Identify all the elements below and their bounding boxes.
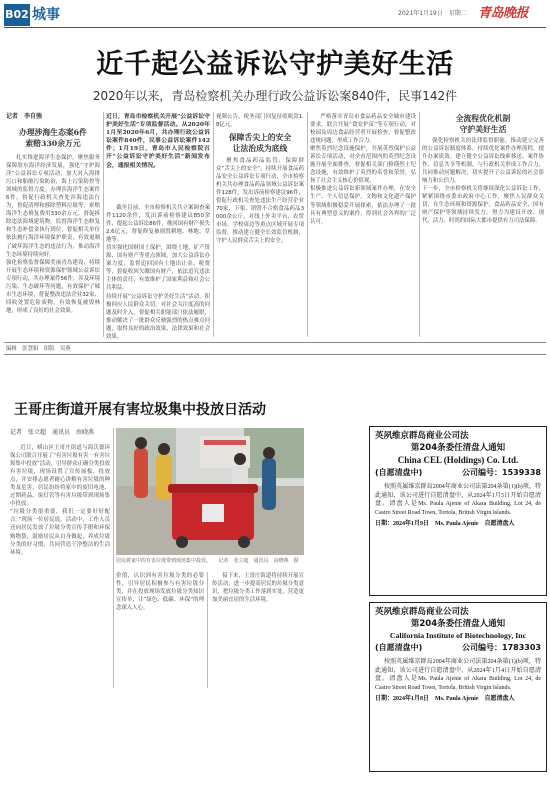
notice-company-cn: 英夙维京群岛商业公司法 bbox=[375, 431, 469, 441]
photo-illustration bbox=[116, 428, 304, 555]
news2-col4: 接下来，王哥庄街道将持续开展宣传活动，进一步提高居民的垃圾分类意识，把垃圾分类工作落到实处，营造更加美丽宜居的生活环境。 bbox=[212, 573, 304, 604]
issue-date: 2021年1月19日 星期二 bbox=[398, 10, 467, 17]
notice-date: 日期：2024年1月8日 Ms. Paula Ajenie 自愿清盘人 bbox=[375, 696, 515, 703]
notice-body: 按照英属维京群岛2004年商业公司法第204条第(1)(b)项，特此通知，该公司进行自愿清盘中，从2024年1月5日开始自愿清盘。清盘人是Ms. Paula Ajenie of Akara Building, Lot 24, de Castro Street Road Town, Tortola, British Virgin Islands. bbox=[375, 484, 541, 516]
photo-caption: 居民将家中的有害垃圾带到现场集中投放。 记者 张立超 通讯员 由晓燕 摄 bbox=[116, 558, 299, 564]
column-rule bbox=[307, 112, 308, 337]
notice-2 bbox=[369, 602, 547, 772]
section-name: 城事 bbox=[32, 7, 60, 23]
news2-col3: 价值，认识到有害垃圾分类的必要性，引导居民积极参与有害垃圾分类，并在投放现场发放垃圾分类知识宣传单，让“绿色、低碳、环保”的理念深入人心。 bbox=[116, 573, 204, 612]
lead-headline: 近千起公益诉讼守护美好生活 bbox=[96, 49, 454, 80]
notice-status-row bbox=[375, 467, 541, 479]
notice-status-row bbox=[375, 642, 541, 654]
col3-subhead: 保障舌尖上的安全 让法治成为底线 bbox=[228, 133, 292, 153]
news2-body: 近日，崂山区王哥庄街道与海沃德环保公司联合开展了“有害垃圾有害一有害垃圾集中投放”活动，引导群众正确分类投放有害垃圾，现场设置了宣传展板、投放点，并安排志愿者耐心讲解有害垃圾的种类及危害，居民纷纷将家中的废旧电池、过期药品、废灯管等有害垃圾带到现场集中投放。 “垃圾分类很重要，我们一定要好好配合。”现场一位居民说。活动中，工作人员还向居民发放了垃圾分类宣传手册和环保购物袋，鼓励居民从自身做起，养成垃圾分类的好习惯，共同营造干净整洁的生活环境。 bbox=[10, 445, 110, 556]
notice-title: 第204条委任清盘人通知 bbox=[410, 619, 506, 629]
lead-subheadline: 2020年以来，青岛检察机关办理行政公益诉讼案840件，民事142件 bbox=[92, 89, 458, 103]
column-rule bbox=[213, 112, 214, 337]
news2-reporter: 记者 张立超 通讯员 由晓燕 bbox=[10, 429, 95, 436]
news-photo bbox=[116, 428, 304, 555]
column-rule bbox=[113, 428, 114, 688]
reporter-byline: 记者 李自強 bbox=[6, 113, 43, 120]
notice-status: (自愿清盘中) bbox=[375, 468, 423, 477]
column-rule bbox=[103, 112, 104, 337]
header-rule bbox=[4, 27, 546, 28]
col3-body2: 聚焦食品药品监管，保障群众“舌尖上的安全”。持续开展食品药品安全公益诉讼专项行动，全市检察机关共办理食品药品领域公益诉讼案件128件，发出诉前检察建议96件，督促行政机关查处违法生产经营企业70家，下架、销毁不合格食品药品3000余公斤，对线上外卖平台、农贸市场、学校周边等重点区域开展专项监督，推动建立健全长效监管机制，守护人民群众舌尖上的安全。 bbox=[216, 158, 304, 245]
notice-date: 日期：2024年1月9日 Ms. Paula Ajenie 自愿清盘人 bbox=[375, 521, 515, 528]
column-rule bbox=[419, 112, 420, 337]
col2-body: 截至目前，全市检察机关共立案调查案件1120余件，发出诉前检察建议850余件，提起公益诉讼86件，挽回国有财产损失2.6亿元，督促修复被损毁耕地、林地、草地等。 切实强化国财国土保护，围绕土地、矿产资源、国有财产等重点领域，加大公益诉讼办案力度，监督追回国有土地出让金、税费等，督促收回欠缴国有财产，依法追究违法主体的责任，有效维护了国家利益和社会公共利益。 持续开展“公益诉讼守护美好生活”活动，积极回应人民群众关切，对社会关注度高的问题及时介入，督促相关职能部门依法履职，推动解决了一批群众反映强烈的热点难点问题，取得良好的政治效果、法律效果和社会效果。 bbox=[106, 205, 210, 340]
notice-reg-no: 公司编号：1539338 bbox=[462, 468, 541, 477]
notice-status: (自愿清盘中) bbox=[375, 643, 423, 652]
notice-1 bbox=[369, 426, 547, 596]
section-code: B02 bbox=[4, 4, 30, 26]
section-rule bbox=[4, 354, 546, 355]
notice-company-en: China CEL (Holdings) Co. Ltd. bbox=[397, 455, 519, 465]
editors-credit: 编辑 张慧娟 组版 吴燕 bbox=[6, 346, 71, 352]
col1-subhead: 办理涉海生态案6件 索赔330余万元 bbox=[19, 128, 87, 148]
notice-company-en: California Institute of Biotechnology, Inc bbox=[389, 631, 527, 640]
col1-body: 扎实推进海洋生态保护。聚焦服务保障胶东海洋经济发展，强化“守护海洋”公益诉讼专项活动，加大对入海排污口和船舶污染防治，海上污染防控等领域的监督力度。办理涉海洋生态案件6件，督促行政机关查处涉海违法行为，督促清理和移除塑料垃圾等，索赔海洋生态修复费用330余万元。督促拆除违法海域建筑物，监督海洋生态修复和生态补偿金执行到位，督促相关单位依法履行海洋环境保护职责，有效遏制了破坏海洋生态的违法行为，推动海洋生态环境持续向好。 强化检察监督保障美丽青岛建设，持续开展生态环境和资源保护领域公益诉讼专项行动，共办理案件56件，涉及环境污染、生态破坏等问题，有效保护了城市生态环境，督促整改违法企业32家，回收处置危险废物，有效恢复被毁林地，形成了良好的社会效果。 bbox=[6, 155, 100, 314]
masthead-logo: 青岛晚报 bbox=[478, 6, 529, 21]
notice-company-cn: 英夙维京群岛商业公司法 bbox=[375, 607, 469, 617]
col2-intro: 近日，青岛市检察机关开展“公益诉讼守护美好生活”专项监督活动。从2020年1月至2020年6月，共办理行政公益诉讼案件840件，民事公益诉讼案件142件；1月19日，青岛市人民检察院召开“公益诉讼守护美好生活”新闻发布会，通报相关情况。 bbox=[106, 113, 210, 169]
notice-reg-no: 公司编号：1783303 bbox=[462, 643, 541, 652]
column-rule bbox=[207, 572, 208, 688]
col4-body: 严格落实青岛市食品药品安全城市建设要求，联合开展“食安护苗”等专项行动，对校园及周边食品经营者开展检查，督促整改违规问题，形成工作合力。 聚焦英烈纪念设施保护，开展英烈保护公益诉讼专项活动，对全市范围内的英烈纪念设施开展全面排查，督促相关部门修缮烈士纪念设施，有效维护了英烈的名誉和荣誉，弘扬了社会主义核心价值观。 积极推进公益诉讼新领域案件办理，在安全生产、个人信息保护、文物和文化遗产保护等领域积极稳妥开展探索，依法办理了一批具有典型意义的案件，得到社会各界的广泛认可。 bbox=[310, 114, 416, 225]
section-rule bbox=[4, 342, 546, 343]
notice-body: 按照英属维京群岛2004年商业公司法第204条第(1)(b)项，特此通知，该公司进行自愿清盘中，从2024年1月4日开始自愿清盘。清盘人是Ms. Paula Ajenie of Akara Building, Lot 24, de Castro Street Road Town, Tortola, British Virgin Islands. bbox=[375, 659, 541, 691]
col5-subhead: 全流程优化机制 守护美好生活 bbox=[455, 114, 511, 134]
news2-headline: 王哥庄街道开展有害垃圾集中投放日活动 bbox=[14, 402, 266, 418]
notice-title: 第204条委任清盘人通知 bbox=[410, 443, 506, 453]
col5-body: 强化检察机关的法律监督职能，推动建立完善的公益诉讼制度体系，持续优化案件办理流程，提升办案质效。建立健全公益诉讼线索移送、案件协作、信息共享等机制，与行政机关形成工作合力，共同推动问题解决，切实提升了公益诉讼的社会影响力和公信力。 下一步，全市检察机关将继续深化公益诉讼工作，紧紧围绕市委市政府中心工作，聚焦人民群众关切，在生态环境和资源保护、食品药品安全、国有财产保护等领域持续发力，努力为建设开放、现代、活力、时尚的国际大都市提供有力司法保障。 bbox=[422, 138, 544, 225]
col3-body: 视频公告，税务部门回复征收税款1.8亿元。 bbox=[216, 114, 304, 129]
